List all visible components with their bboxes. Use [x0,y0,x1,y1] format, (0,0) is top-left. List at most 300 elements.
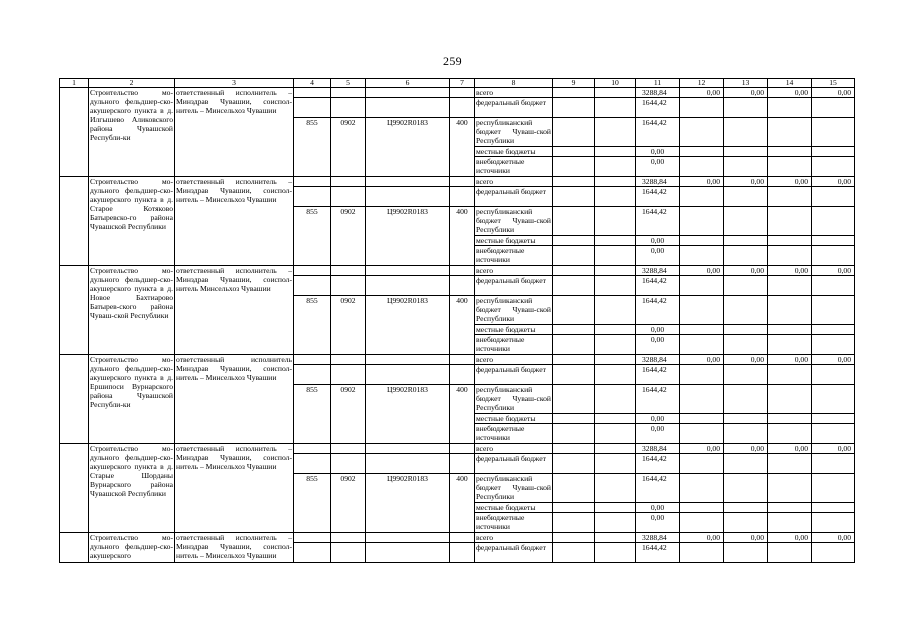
value-cell-9 [553,503,595,513]
table-row [60,444,855,454]
value-cell-10 [595,266,636,276]
grbs-cell: 855 [294,207,331,266]
value-cell-9 [553,414,595,424]
rzpr-cell: 0902 [331,385,366,444]
funding-source-cell: федеральный бюджет [475,276,553,296]
value-cell-14 [768,414,812,424]
value-cell-13 [724,207,768,236]
value-cell-14 [768,503,812,513]
rzpr-cell: 0902 [331,207,366,266]
value-cell-15 [812,187,855,207]
executor-cell: ответственный исполнитель – Минздрав Чувашии, соиспол-нитель – Минсельхоз Чувашии [175,177,294,266]
vr-cell: 400 [450,118,475,177]
code-cell [331,88,366,98]
value-cell-10 [595,157,636,177]
value-cell-12 [680,246,724,266]
executor-cell: ответственный исполнитель Минздрав Чувашии, соиспол-нитель – Минсельхоз Чувашии [175,355,294,444]
csr-cell: Ц9902R0183 [366,385,450,444]
column-number-cell: 4 [294,79,331,88]
object-name-cell: Строительство мо-дульного фельдшер-ско-акушерского пункта в д. Старое Котяково Батыревско-го района Чувашской Республики [89,177,175,266]
value-cell-9 [553,335,595,355]
code-cell [331,177,366,187]
value-cell-12 [680,414,724,424]
row-number-cell [60,266,89,355]
funding-source-cell: республиканский бюджет Чуваш-ской Республики [476,118,551,145]
table-row [60,88,855,98]
value-cell-12 [680,335,724,355]
vr-cell: 400 [450,385,475,444]
value-cell-15: 0,00 [812,266,855,276]
value-cell-12 [680,118,724,147]
code-cell [331,187,366,207]
value-cell-10 [595,207,636,236]
value-cell-11: 1644,42 [636,454,680,474]
rzpr-cell: 0902 [331,296,366,355]
code-cell [366,276,450,296]
column-number-cell: 9 [553,79,595,88]
value-cell-13 [724,236,768,246]
value-cell-15 [812,503,855,513]
object-name-cell: Строительство мо-дульного фельдшер-ско-акушерского пункта в д. Илгышево Аликовского района Чувашской Республи-ки [89,88,175,177]
code-cell [450,88,475,98]
code-cell [450,187,475,207]
value-cell-10 [595,414,636,424]
value-cell-13: 0,00 [724,266,768,276]
value-cell-14 [768,296,812,325]
code-cell [294,88,331,98]
code-cell [366,543,450,563]
value-cell-11: 1644,42 [636,474,680,503]
code-cell [294,177,331,187]
value-cell-11: 0,00 [636,513,680,533]
value-cell-13 [724,118,768,147]
value-cell-10 [595,543,636,563]
value-cell-10 [595,325,636,335]
value-cell-14 [768,207,812,236]
value-cell-14 [768,385,812,414]
funding-source-cell: федеральный бюджет [475,98,553,118]
value-cell-9 [553,187,595,207]
value-cell-15 [812,147,855,157]
table-row [60,177,855,187]
value-cell-15 [812,424,855,444]
funding-source-cell: федеральный бюджет [475,543,553,563]
code-cell [294,533,331,543]
value-cell-12 [680,147,724,157]
value-cell-10 [595,513,636,533]
value-cell-9 [553,98,595,118]
value-cell-10 [595,444,636,454]
code-cell [366,355,450,365]
value-cell-13 [724,335,768,355]
value-cell-14: 0,00 [768,177,812,187]
value-cell-10 [595,276,636,296]
funding-source-cell: республиканский бюджет Чуваш-ской Республики [476,207,551,234]
code-cell [294,543,331,563]
value-cell-11: 1644,42 [636,543,680,563]
value-cell-9 [553,365,595,385]
column-number-cell: 3 [175,79,294,88]
value-cell-10 [595,533,636,543]
value-cell-15: 0,00 [812,444,855,454]
value-cell-11: 0,00 [636,325,680,335]
value-cell-11: 0,00 [636,246,680,266]
value-cell-13 [724,98,768,118]
code-cell [294,98,331,118]
value-cell-14: 0,00 [768,533,812,543]
value-cell-12: 0,00 [680,88,724,98]
funding-source-cell: внебюджетные источники [475,513,553,533]
value-cell-9 [553,325,595,335]
value-cell-15 [812,414,855,424]
value-cell-9 [553,533,595,543]
column-number-cell: 11 [636,79,680,88]
value-cell-14 [768,118,812,147]
code-cell [366,88,450,98]
value-cell-13: 0,00 [724,355,768,365]
code-cell [294,276,331,296]
csr-cell: Ц9902R0183 [366,296,450,355]
value-cell-15 [812,296,855,325]
value-cell-14 [768,454,812,474]
value-cell-12 [680,98,724,118]
value-cell-11: 0,00 [636,414,680,424]
code-cell [331,355,366,365]
value-cell-9 [553,266,595,276]
column-number-cell: 5 [331,79,366,88]
value-cell-12 [680,236,724,246]
code-cell [366,187,450,207]
value-cell-15: 0,00 [812,88,855,98]
funding-source-cell: федеральный бюджет [475,187,553,207]
value-cell-13 [724,147,768,157]
value-cell-14 [768,325,812,335]
value-cell-9 [553,157,595,177]
csr-cell: Ц9902R0183 [366,207,450,266]
code-cell [450,454,475,474]
value-cell-9 [553,177,595,187]
funding-source-cell: всего [475,88,553,98]
value-cell-10 [595,98,636,118]
value-cell-11: 0,00 [636,503,680,513]
value-cell-15 [812,236,855,246]
value-cell-9 [553,424,595,444]
value-cell-14 [768,474,812,503]
column-number-cell: 14 [768,79,812,88]
value-cell-15 [812,157,855,177]
value-cell-11: 3288,84 [636,355,680,365]
value-cell-14: 0,00 [768,444,812,454]
code-cell [366,365,450,385]
column-number-cell: 7 [450,79,475,88]
grbs-cell: 855 [294,474,331,533]
value-cell-13 [724,187,768,207]
value-cell-12 [680,454,724,474]
value-cell-11: 1644,42 [636,365,680,385]
value-cell-9 [553,474,595,503]
value-cell-15: 0,00 [812,355,855,365]
value-cell-12 [680,207,724,236]
executor-cell: ответственный исполнитель – Минздрав Чувашии, соиспол-нитель – Минсельхоз Чувашии [175,533,294,563]
value-cell-15: 0,00 [812,177,855,187]
page-number: 259 [443,54,462,68]
funding-source-cell: местные бюджеты [475,236,553,246]
vr-cell: 400 [450,474,475,533]
funding-source-cell: внебюджетные источники [475,246,553,266]
value-cell-13 [724,296,768,325]
funding-source-cell: всего [475,355,553,365]
value-cell-10 [595,385,636,414]
value-cell-12: 0,00 [680,355,724,365]
value-cell-12 [680,543,724,563]
value-cell-12: 0,00 [680,533,724,543]
value-cell-11: 1644,42 [636,118,680,147]
value-cell-9 [553,513,595,533]
value-cell-11: 0,00 [636,335,680,355]
value-cell-13 [724,414,768,424]
value-cell-12 [680,365,724,385]
code-cell [366,177,450,187]
value-cell-10 [595,503,636,513]
value-cell-12 [680,474,724,503]
code-cell [450,266,475,276]
csr-cell: Ц9902R0183 [366,118,450,177]
object-name-cell: Строительство мо-дульного фельдшер-ско-акушерского пункта в д. Старые Шорданы Вурнарского района Чувашской Республики [89,444,175,533]
funding-source-cell: республиканский бюджет Чуваш-ской Республики [476,474,551,501]
code-cell [366,98,450,118]
value-cell-9 [553,147,595,157]
value-cell-10 [595,454,636,474]
funding-source-cell: внебюджетные источники [475,424,553,444]
value-cell-10 [595,187,636,207]
value-cell-15 [812,454,855,474]
value-cell-10 [595,365,636,385]
value-cell-11: 0,00 [636,424,680,444]
code-cell [331,365,366,385]
value-cell-13: 0,00 [724,533,768,543]
code-cell [450,365,475,385]
code-cell [450,177,475,187]
value-cell-12 [680,424,724,444]
row-number-cell [60,177,89,266]
value-cell-15: 0,00 [812,533,855,543]
value-cell-11: 3288,84 [636,533,680,543]
value-cell-9 [553,276,595,296]
value-cell-15 [812,118,855,147]
value-cell-13 [724,157,768,177]
value-cell-13: 0,00 [724,177,768,187]
funding-source-cell: республиканский бюджет Чуваш-ской Республики [476,296,551,323]
value-cell-14 [768,276,812,296]
value-cell-13 [724,246,768,266]
code-cell [450,533,475,543]
value-cell-15 [812,543,855,563]
row-number-cell [60,355,89,444]
code-cell [294,454,331,474]
code-cell [331,266,366,276]
value-cell-14 [768,246,812,266]
value-cell-14 [768,98,812,118]
value-cell-9 [553,454,595,474]
row-number-cell [60,88,89,177]
funding-source-cell: внебюджетные источники [475,335,553,355]
value-cell-15 [812,98,855,118]
value-cell-15 [812,246,855,266]
value-cell-9 [553,444,595,454]
column-number-cell: 6 [366,79,450,88]
object-name-cell: Строительство мо-дульного фельдшер-ско-акушерского [89,533,175,563]
value-cell-13 [724,454,768,474]
funding-source-cell: республиканский бюджет Чуваш-ской Республики [476,385,551,412]
value-cell-13 [724,503,768,513]
value-cell-9 [553,543,595,563]
code-cell [450,276,475,296]
code-cell [366,444,450,454]
funding-source-cell: всего [475,533,553,543]
csr-cell: Ц9902R0183 [366,474,450,533]
value-cell-10 [595,236,636,246]
value-cell-15 [812,365,855,385]
rzpr-cell: 0902 [331,118,366,177]
code-cell [366,454,450,474]
funding-source-cell: местные бюджеты [475,147,553,157]
value-cell-11: 0,00 [636,236,680,246]
value-cell-13 [724,424,768,444]
value-cell-12: 0,00 [680,177,724,187]
code-cell [450,543,475,563]
value-cell-12 [680,157,724,177]
funding-source-cell: всего [475,266,553,276]
value-cell-14 [768,157,812,177]
column-number-cell: 15 [812,79,855,88]
code-cell [450,444,475,454]
value-cell-12 [680,296,724,325]
code-cell [294,266,331,276]
funding-source-cell: местные бюджеты [475,325,553,335]
value-cell-11: 1644,42 [636,276,680,296]
value-cell-13: 0,00 [724,444,768,454]
value-cell-9 [553,385,595,414]
column-number-cell: 1 [60,79,89,88]
code-cell [450,355,475,365]
value-cell-11: 3288,84 [636,444,680,454]
code-cell [331,444,366,454]
column-number-cell: 8 [475,79,553,88]
value-cell-12 [680,513,724,533]
grbs-cell: 855 [294,385,331,444]
funding-source-cell: местные бюджеты [475,503,553,513]
table-row [60,355,855,365]
code-cell [331,533,366,543]
value-cell-11: 1644,42 [636,296,680,325]
value-cell-9 [553,118,595,147]
value-cell-14 [768,187,812,207]
funding-source-cell: всего [475,177,553,187]
code-cell [294,187,331,207]
code-cell [331,98,366,118]
grbs-cell: 855 [294,296,331,355]
value-cell-13 [724,365,768,385]
value-cell-14: 0,00 [768,88,812,98]
value-cell-13 [724,276,768,296]
value-cell-14 [768,335,812,355]
value-cell-10 [595,118,636,147]
value-cell-10 [595,147,636,157]
value-cell-13 [724,385,768,414]
value-cell-10 [595,335,636,355]
executor-cell: ответственный исполнитель – Минздрав Чувашии, соиспол-нитель – Минсельхоз Чувашии [175,444,294,533]
value-cell-9 [553,236,595,246]
value-cell-11: 1644,42 [636,207,680,236]
funding-source-cell: внебюджетные источники [475,157,553,177]
value-cell-11: 1644,42 [636,385,680,414]
value-cell-9 [553,207,595,236]
value-cell-13 [724,474,768,503]
value-cell-10 [595,296,636,325]
code-cell [366,266,450,276]
object-name-cell: Строительство мо-дульного фельдшер-ско-акушерского пункта в д. Ершипоси Вурнарского района Чувашской Республи-ки [89,355,175,444]
value-cell-14 [768,543,812,563]
column-number-cell: 10 [595,79,636,88]
value-cell-14: 0,00 [768,266,812,276]
table-row [60,266,855,276]
value-cell-12 [680,385,724,414]
value-cell-15 [812,513,855,533]
value-cell-15 [812,207,855,236]
value-cell-11: 3288,84 [636,88,680,98]
value-cell-12 [680,325,724,335]
value-cell-12: 0,00 [680,266,724,276]
value-cell-11: 3288,84 [636,266,680,276]
executor-cell: ответственный исполнитель – Минздрав Чувашии, соиспол-нитель Минсельхоз Чувашии [175,266,294,355]
value-cell-9 [553,355,595,365]
code-cell [450,98,475,118]
funding-source-cell: всего [475,444,553,454]
executor-cell: ответственный исполнитель – Минздрав Чувашии, соиспол-нитель – Минсельхоз Чувашии [175,88,294,177]
value-cell-13 [724,325,768,335]
vr-cell: 400 [450,296,475,355]
value-cell-13: 0,00 [724,88,768,98]
grbs-cell: 855 [294,118,331,177]
value-cell-15 [812,385,855,414]
table-row [60,533,855,543]
value-cell-15 [812,325,855,335]
value-cell-12 [680,276,724,296]
object-name-cell: Строительство мо-дульного фельдшер-ско-акушерского пункта в д. Новое Бахтиарово Батырев-ского района Чуваш-ской Республики [89,266,175,355]
vr-cell: 400 [450,207,475,266]
column-number-cell: 13 [724,79,768,88]
budget-table [59,78,855,563]
code-cell [294,355,331,365]
row-number-cell [60,444,89,533]
value-cell-9 [553,88,595,98]
code-cell [366,533,450,543]
code-cell [331,454,366,474]
value-cell-9 [553,246,595,266]
value-cell-10 [595,474,636,503]
value-cell-10 [595,88,636,98]
value-cell-9 [553,296,595,325]
column-number-cell: 2 [89,79,175,88]
value-cell-14 [768,236,812,246]
value-cell-10 [595,424,636,444]
value-cell-11: 0,00 [636,147,680,157]
value-cell-13 [724,543,768,563]
column-number-cell: 12 [680,79,724,88]
value-cell-10 [595,177,636,187]
code-cell [331,543,366,563]
value-cell-15 [812,335,855,355]
